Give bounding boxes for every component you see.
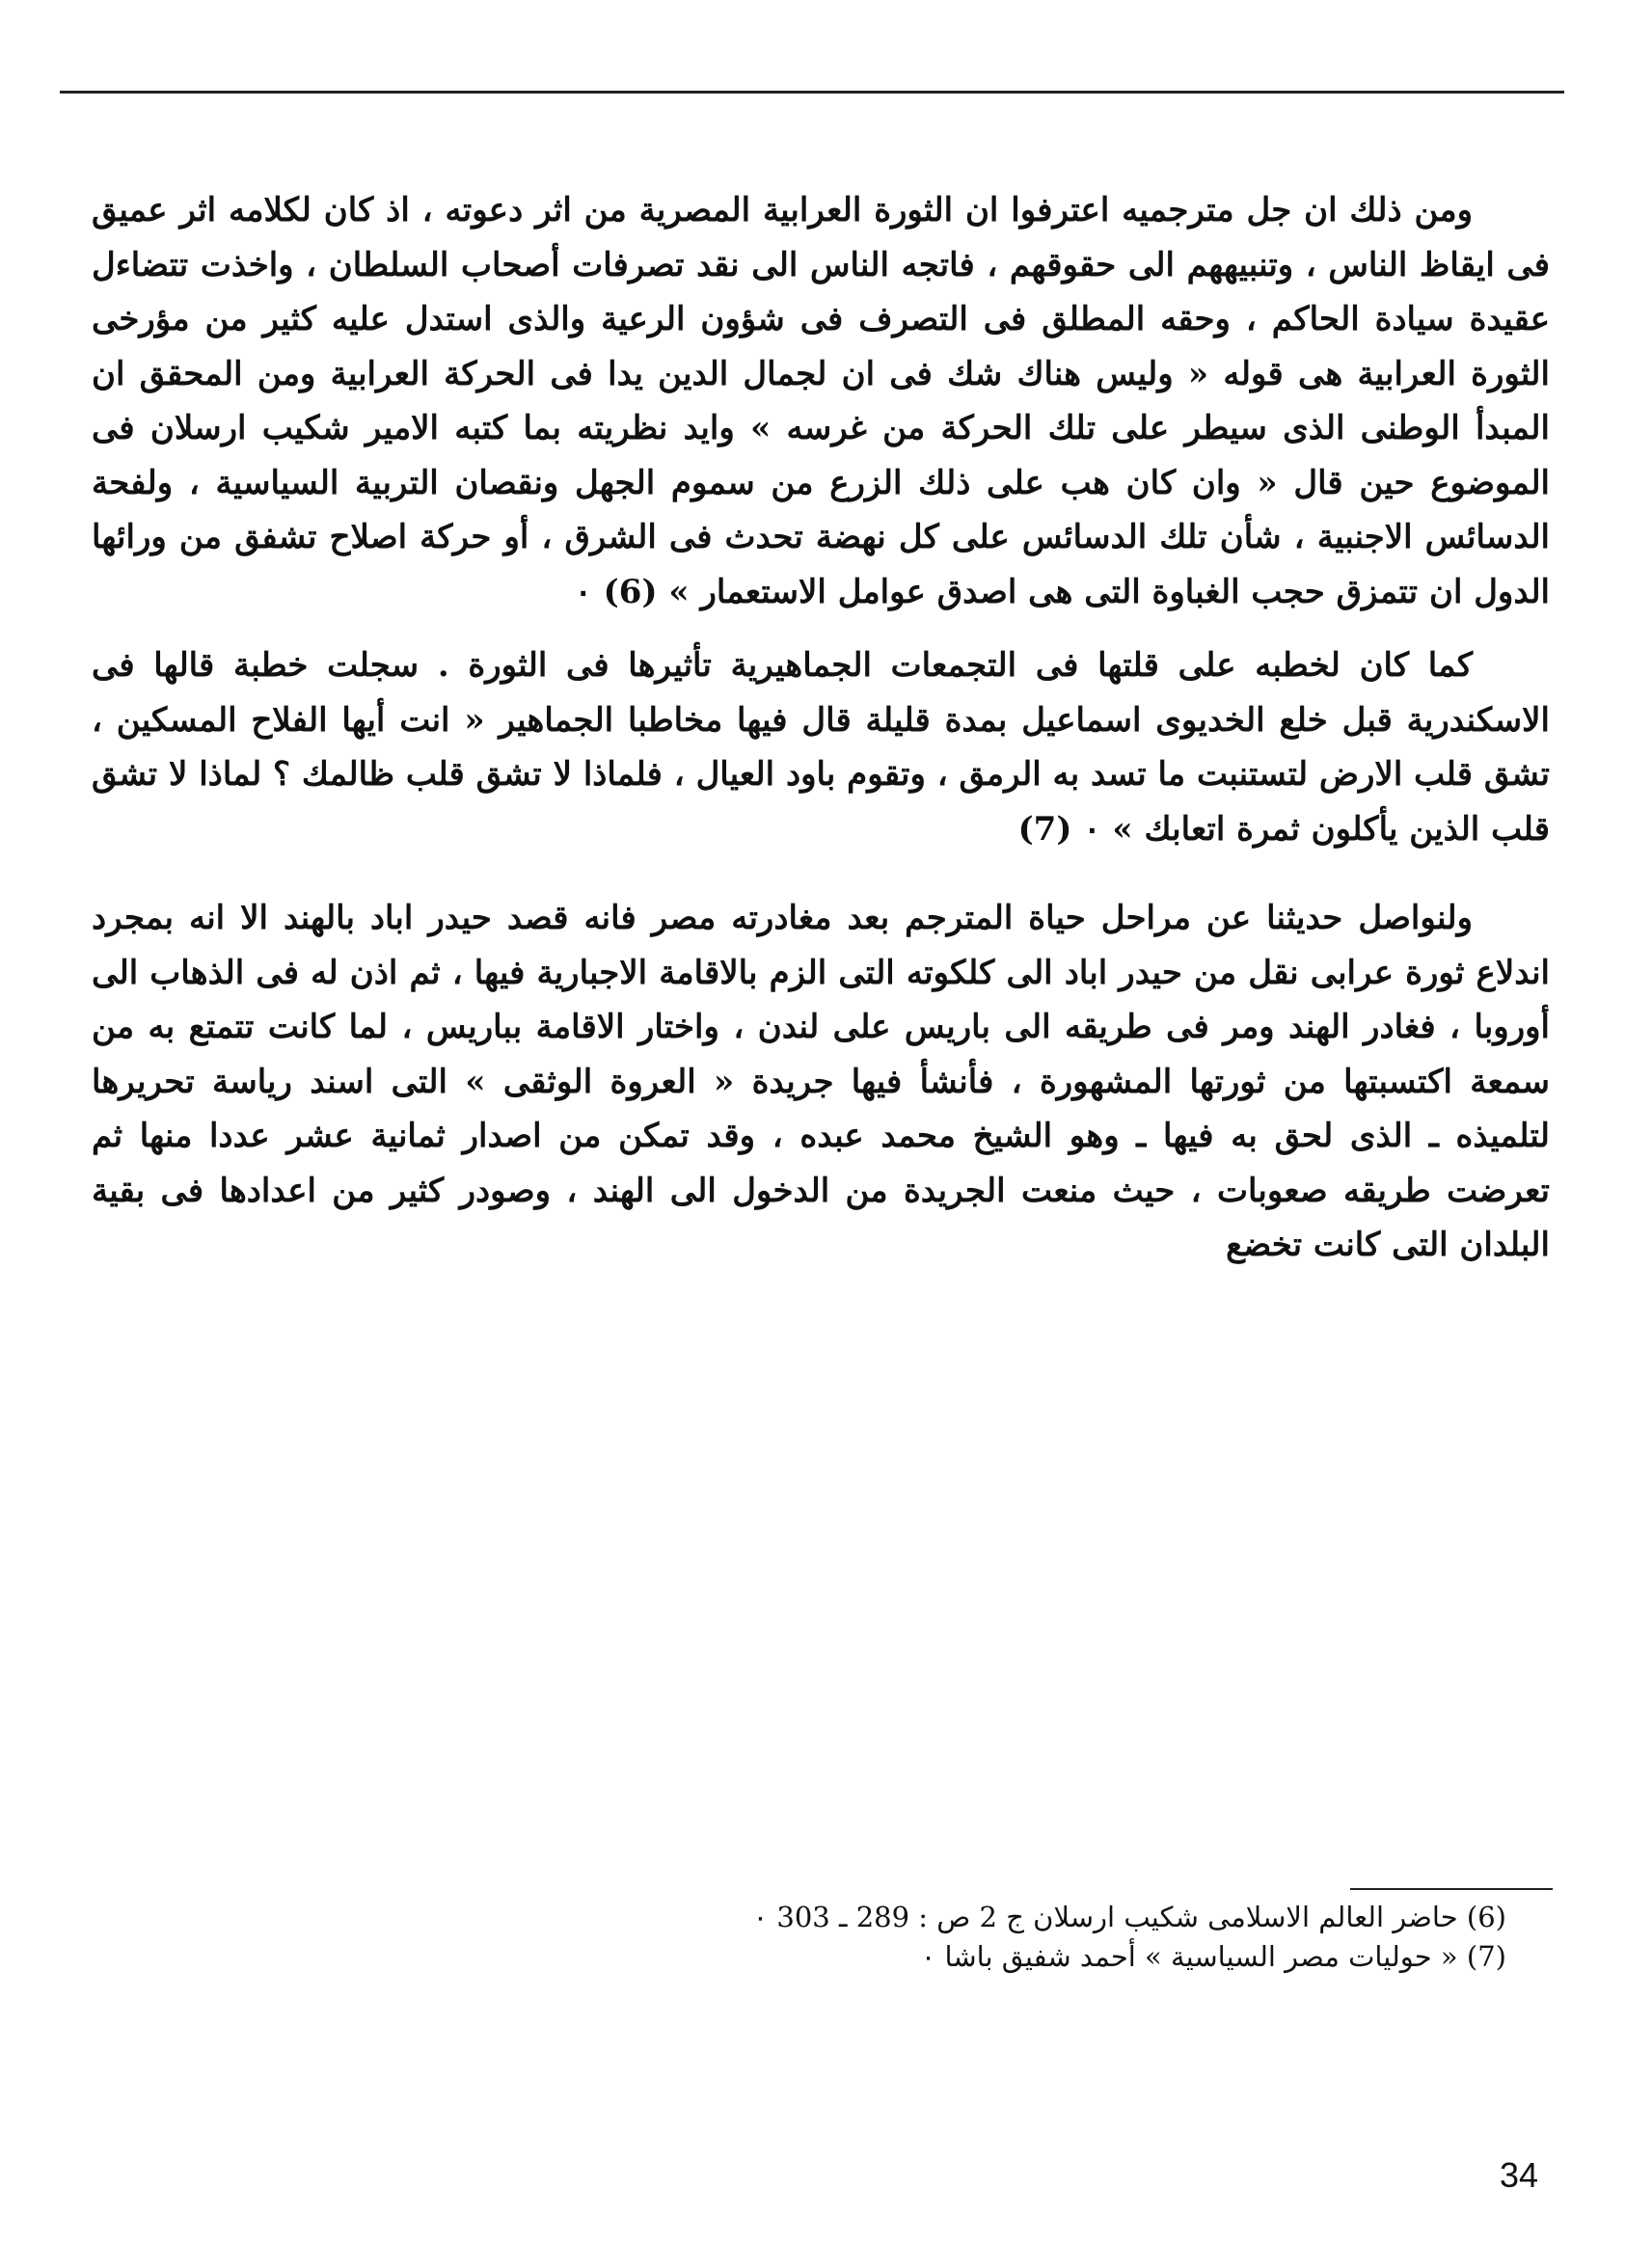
footnote-6: (6) حاضر العالم الاسلامى شكيب ارسلان ج 2 ص : 289 ـ 303 ٠ <box>752 1901 1506 1933</box>
paragraph: كما كان لخطبه على قلتها فى التجمعات الجماهيرية تأثيرها فى الثورة . سجلت خطبة قالها فى الاسكندرية قبل خلع الخديوى اسماعيل بمدة قليلة قال فيها مخاطبا الجماهير « انت أيها الفلاح المسكين ، تشق قلب الارض لتستنبت ما تسد به الرمق ، وتقوم باود العيال ، فلماذا لا تشق قلب ظالمك ؟ لماذا لا تشق قلب الذين يأكلون ثمرة اتعابك » ٠ (7) <box>92 646 1550 849</box>
header-rule <box>60 91 1564 94</box>
page-number: 34 <box>1500 2155 1539 2195</box>
main-text <box>92 183 1550 1273</box>
footnote-7: (7) « حوليات مصر السياسية » أحمد شفيق باشا ٠ <box>920 1940 1506 1973</box>
paragraph: ولنواصل حديثنا عن مراحل حياة المترجم بعد مغادرته مصر فانه قصد حيدر اباد بالهند الا انه بمجرد اندلاع ثورة عرابى نقل من حيدر اباد الى كلكوته التى الزم بالاقامة الاجبارية فيها ، ثم اذن له فى الذهاب الى أوروبا ، فغادر الهند ومر فى طريقه الى باريس على لندن ، واختار الاقامة بباريس ، لما كانت تتمتع به من سمعة اكتسبتها من ثورتها المشهورة ، فأنشأ فيها جريدة « العروة الوثقى » التى اسند رياسة تحريرها لتلميذه ـ الذى لحق به فيها ـ وهو الشيخ محمد عبده ، وقد تمكن من اصدار ثمانية عشر عددا منها ثم تعرضت طريقه صعوبات ، حيث منعت الجريدة من الدخول الى الهند ، وصودر كثير من اعدادها فى بقية البلدان التى كانت تخضع <box>92 899 1550 1264</box>
footnotes <box>289 1898 1506 1977</box>
footnote-rule <box>1350 1888 1553 1890</box>
paragraph: ومن ذلك ان جل مترجميه اعترفوا ان الثورة العرابية المصرية من اثر دعوته ، اذ كان لكلامه اثر عميق فى ايقاظ الناس ، وتنبيههم الى حقوقهم ، فاتجه الناس الى نقد تصرفات أصحاب السلطان ، واخذت تتضاءل عقيدة سيادة الحاكم ، وحقه المطلق فى التصرف فى شؤون الرعية والذى استدل عليه كثير من مؤرخى الثورة العرابية هى قوله « وليس هناك شك فى ان لجمال الدين يدا فى الحركة العرابية ومن المحقق ان المبدأ الوطنى الذى سيطر على تلك الحركة من غرسه » وايد نظريته بما كتبه الامير شكيب ارسلان فى الموضوع حين قال « وان كان هب على ذلك الزرع من سموم الجهل ونقصان التربية السياسية ، ولفحة الدسائس الاجنبية ، شأن تلك الدسائس على كل نهضة تحدث فى الشرق ، أو حركة اصلاح تشفق من ورائها الدول ان تتمزق حجب الغباوة التى هى اصدق عوامل الاستعمار » (6) ٠ <box>92 191 1550 611</box>
